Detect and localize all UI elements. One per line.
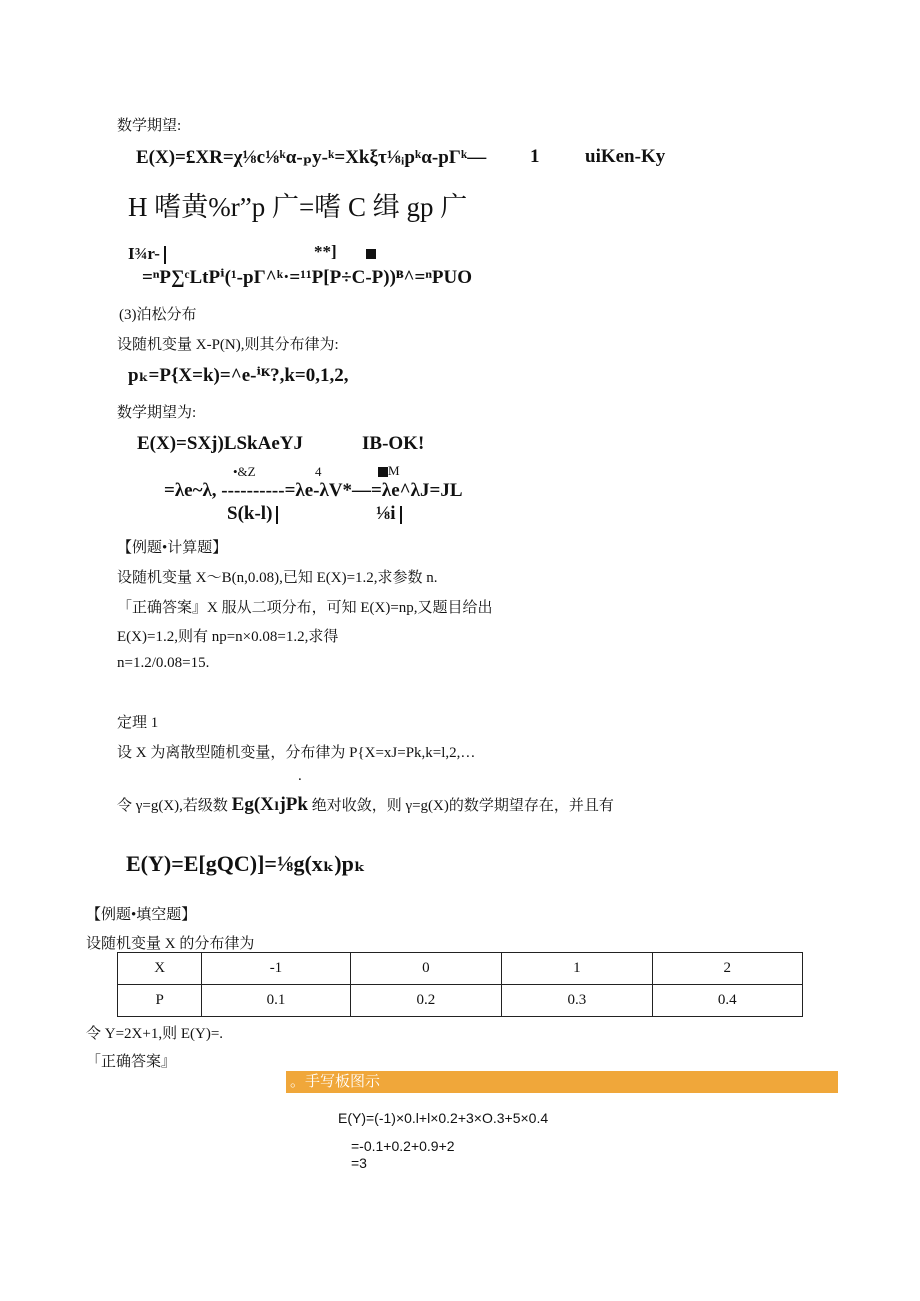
square-glyph-2	[378, 467, 388, 477]
table-cell: 0.1	[202, 985, 350, 1017]
poisson-formula-c-right: ⅛i	[376, 503, 396, 524]
poisson-expectation-label: 数学期望为:	[117, 405, 197, 421]
formula-line3-top-left: I¾r-	[128, 244, 160, 263]
poisson-intro: 设随机变量 X-P(N),则其分布律为:	[117, 337, 339, 353]
formula-line1-main: E(X)=£XR=χ⅛c⅛ᵏα-ₚy-ᵏ=Xkξτ⅛ᵢpᵏα-pΓᵏ—	[136, 147, 487, 168]
formula-bar-2	[276, 506, 278, 524]
formula-bar-3	[400, 506, 402, 524]
theorem-line2-pre: 令 γ=g(X),若级数	[117, 798, 228, 814]
poisson-formula-b: =λe~λ, ----------=λe-λV*—=λe^λJ=JL	[164, 480, 463, 501]
handwriting-board-bar	[286, 1071, 838, 1093]
handwriting-board-label: 。手写板图示	[290, 1073, 381, 1090]
table-cell: X	[118, 953, 202, 985]
formula-square-mark	[366, 245, 376, 263]
example1-answer-line1: 「正确答案』X 服从二项分布，可知 E(X)=np,又题目给出	[117, 600, 493, 616]
example2-question: 令 Y=2X+1,则 E(Y)=.	[86, 1026, 224, 1042]
square-glyph	[366, 249, 376, 259]
table-row	[118, 985, 803, 1017]
theorem-line2-formula: Eg(XₗjPk	[231, 794, 308, 815]
handwriting-line3: =3	[351, 1155, 367, 1171]
table-cell: 0	[350, 953, 501, 985]
table-cell: P	[118, 985, 202, 1017]
expectation-label: 数学期望:	[117, 118, 182, 134]
table-cell: 0.2	[350, 985, 501, 1017]
poisson-formula-a-right: IB-OK!	[362, 433, 425, 454]
table-cell: 0.4	[652, 985, 802, 1017]
binomial-formula-line2: H 嗜黄%r”p 广=嗜 C 缉 gp 广	[128, 192, 468, 222]
table-cell: 2	[652, 953, 802, 985]
example1-answer-line3: n=1.2/0.08=15.	[117, 655, 210, 671]
formula-line3-top-mid: **]	[314, 242, 337, 261]
poisson-formula-b-top3-wrap	[378, 463, 400, 479]
poisson-title: (3)泊松分布	[119, 307, 197, 323]
example2-header: 【例题•填空题】	[86, 907, 197, 923]
formula-bar	[164, 246, 166, 264]
formula-line3-top-mid-wrap	[314, 242, 337, 262]
theorem-line1: 设 X 为离散型随机变量，分布律为 P{X=xJ=Pk,k=l,2,…	[117, 745, 476, 761]
binomial-formula-line1	[136, 146, 486, 169]
example1-question: 设随机变量 X～B(n,0.08),已知 E(X)=1.2,求参数 n.	[117, 570, 438, 586]
theorem-line2	[117, 793, 614, 816]
poisson-formula: pₖ=P{X=k)=^e-ⁱᴷ?,k=0,1,2,	[128, 365, 349, 386]
theorem-line2-post: 绝对收敛，则 γ=g(X)的数学期望存在，并且有	[311, 798, 614, 814]
poisson-formula-c-left-wrap	[227, 503, 278, 525]
theorem-title: 定理 1	[117, 715, 159, 731]
poisson-formula-c-left: S(k-l)	[227, 503, 273, 524]
example2-intro: 设随机变量 X 的分布律为	[86, 936, 255, 952]
formula-line1-num: 1	[530, 146, 540, 167]
binomial-formula-line3: =ⁿP∑ᶜLtPⁱ(¹-pΓ^ᵏ·=¹¹P[P÷C-P))ᴮ^=ⁿPUO	[142, 267, 473, 288]
theorem-result: E(Y)=E[gQC)]=⅛g(xₖ)pₖ	[126, 851, 366, 876]
handwriting-line1: E(Y)=(-1)×0.l+l×0.2+3×O.3+5×0.4	[338, 1110, 549, 1126]
handwriting-line2: =-0.1+0.2+0.9+2	[351, 1138, 455, 1154]
poisson-formula-b-top1: •&Z	[233, 464, 256, 479]
example1-answer-line2: E(X)=1.2,则有 np=n×0.08=1.2,求得	[117, 629, 339, 645]
poisson-formula-a: E(X)=SXj)LSkAeYJ	[137, 433, 303, 454]
poisson-formula-b-top3: M	[388, 463, 400, 478]
table-cell: 0.3	[502, 985, 652, 1017]
formula-line1-tail: uiKen-Ky	[585, 146, 666, 167]
formula-line3-top-left-wrap	[128, 244, 166, 264]
table-cell: -1	[202, 953, 350, 985]
theorem-dot: .	[298, 768, 302, 784]
table-row	[118, 953, 803, 985]
poisson-formula-c-right-wrap	[376, 503, 402, 525]
distribution-table	[117, 952, 803, 1017]
example1-header: 【例题•计算题】	[117, 540, 228, 556]
example2-answer-label: 「正确答案』	[86, 1054, 177, 1070]
table-cell: 1	[502, 953, 652, 985]
poisson-formula-b-top2: 4	[315, 464, 322, 479]
